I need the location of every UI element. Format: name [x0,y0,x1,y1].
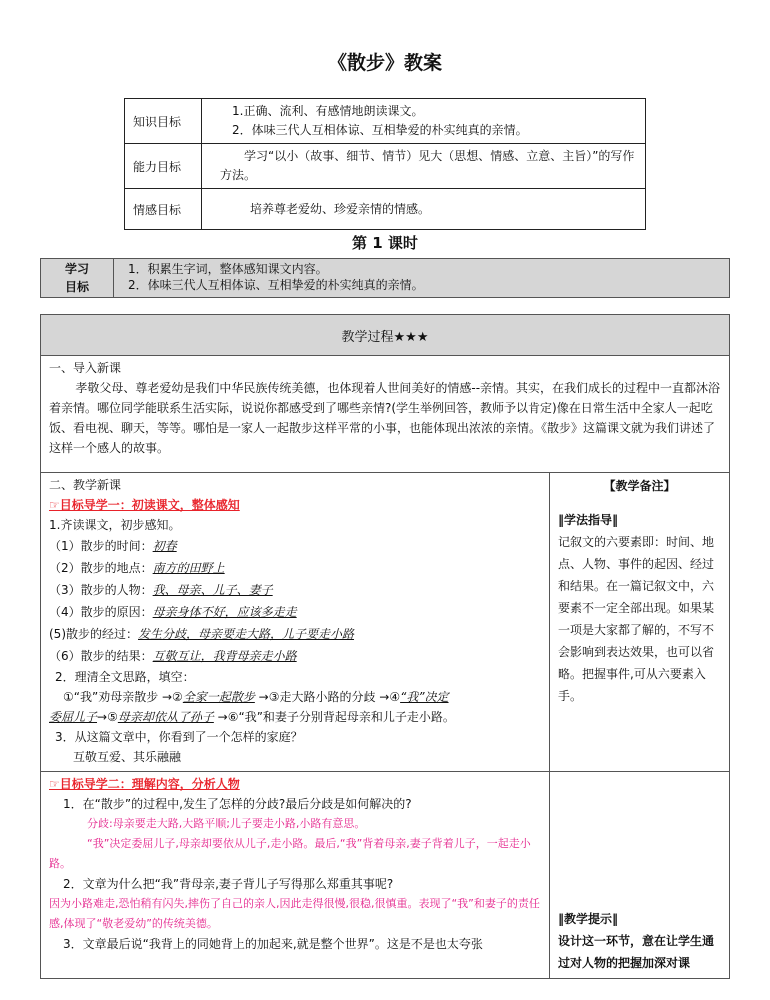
objective-content [202,144,646,189]
objective-line: 2．体味三代人互相体谅、互相挚爱的朴实纯真的亲情。 [232,123,528,137]
notes-header: 【教学备注】 [603,479,676,493]
answer-2: 因为小路难走,恐怕稍有闪失,摔伤了自己的亲人,因此走得很慢,很稳,很慎重。表现了“我”和妻子的责任感,体现了“敬老爱幼”的传统美德。 [49,897,540,930]
objective-content [202,189,646,230]
task-1: 1.齐读课文，初步感知。 [49,518,181,532]
list-item: （6）散步的结果：互敬互让，我背母亲走小路 [49,649,297,663]
lesson-title: 第 1 课时 [352,234,418,252]
objective-line: 学习“以小（故事、细节、情节）见大（思想、情感、立意、主旨）”的写作方法。 [220,149,635,182]
analysis-section [41,772,550,979]
section-heading: 二、教学新课 [49,478,122,492]
notes-column-2 [550,772,730,979]
study-goal-line: 2．体味三代人互相体谅、互相挚爱的朴实纯真的亲情。 [128,278,424,292]
teaching-process-table [40,314,730,979]
objectives-table [124,98,646,230]
study-goals-label [41,259,114,298]
task-3: 3．从这篇文章中，你看到了一个怎样的家庭？ [55,730,303,744]
question-3: 3．文章最后说“我背上的同她背上的加起来,就是整个世界”。这是不是也太夸张 [63,937,483,951]
task-3-answer: 互敬互爱、其乐融融 [73,750,182,764]
goal-heading-2: ☞目标导学二：理解内容，分析人物 [49,777,240,791]
label-line: 目标 [64,280,89,294]
flow-line: 委屈儿子→⑤母亲却依从了孙子 →⑥“我”和妻子分别背起母亲和儿子走小路。 [49,710,455,724]
method-text: 记叙文的六要素即：时间、地点、人物、事件的起因、经过和结果。在一篇记叙文中，六要素不一定全部出现。如果某一项是大家都了解的，不写不会影响到表达效果，也可以省略。把握事件,可从六要素入手。 [558,535,715,703]
list-item: （2）散步的地点：南方的田野上 [49,561,225,575]
objective-label: 能力目标 [125,144,202,189]
new-lesson-section [41,473,550,772]
section-heading: 一、导入新课 [49,361,122,375]
goal-heading-1: ☞目标导学一：初读课文，整体感知 [49,498,240,512]
tip-title: ‖教学提示‖ [558,912,619,926]
objective-content [202,99,646,144]
study-goals-table [40,258,730,298]
task-2: 2．理清全文思路，填空： [55,670,195,684]
list-item: （1）散步的时间：初春 [49,539,177,553]
list-item: （4）散步的原因：母亲身体不好，应该多走走 [49,605,297,619]
answer-1-line-2: “我”决定委屈儿子,母亲却要依从儿子,走小路。最后,“我”背着母亲,妻子背着儿子，一起走小路。 [49,837,531,870]
question-1: 1．在“散步”的过程中,发生了怎样的分歧?最后分歧是如何解决的? [63,797,412,811]
six-elements-list [49,535,541,667]
page-title: 《散步》教案 [327,52,442,74]
process-header: 教学过程★★★ [41,315,730,356]
label-line: 学习 [64,262,89,276]
intro-section [41,356,730,473]
intro-paragraph: 孝敬父母、尊老爱幼是我们中华民族传统美德，也体现着人世间美好的情感--亲情。其实，在我们成长的过程中一直都沐浴着亲情。哪位同学能联系生活实际，说说你都感受到了哪些亲情?(学生举例回答，教师予以肯定)像在日常生活中全家人一起吃饭、看电视、聊天，等等。哪怕是一家人一起散步这样平常的小事，也能体现出浓浓的亲情。《散步》这篇课文就为我们讲述了这样一个感人的故事。 [49,381,721,455]
question-2: 2．文章为什么把“我”背母亲,妻子背儿子写得那么郑重其事呢? [63,877,394,891]
objective-line: 1.正确、流利、有感情地朗读课文。 [232,104,424,118]
list-item: （3）散步的人物：我、母亲、儿子、妻子 [49,583,273,597]
tip-text: 设计这一环节，意在让学生通过对人物的把握加深对课 [558,934,715,970]
list-item: (5)散步的经过：发生分歧，母亲要走大路，儿子要走小路 [49,627,355,641]
objective-label: 知识目标 [125,99,202,144]
flow-line: ①“我”劝母亲散步 →②全家一起散步 →③走大路小路的分歧 →④“我”决定 [63,690,449,704]
study-goals-content [114,259,730,298]
objective-label: 情感目标 [125,189,202,230]
study-goal-line: 1．积累生字词，整体感知课文内容。 [128,262,328,276]
notes-column [550,473,730,772]
objective-line: 培养尊老爱幼、珍爱亲情的情感。 [250,201,431,216]
answer-1-line-1: 分歧:母亲要走大路,大路平顺;儿子要走小路,小路有意思。 [87,817,366,830]
method-title: ‖学法指导‖ [558,513,619,527]
